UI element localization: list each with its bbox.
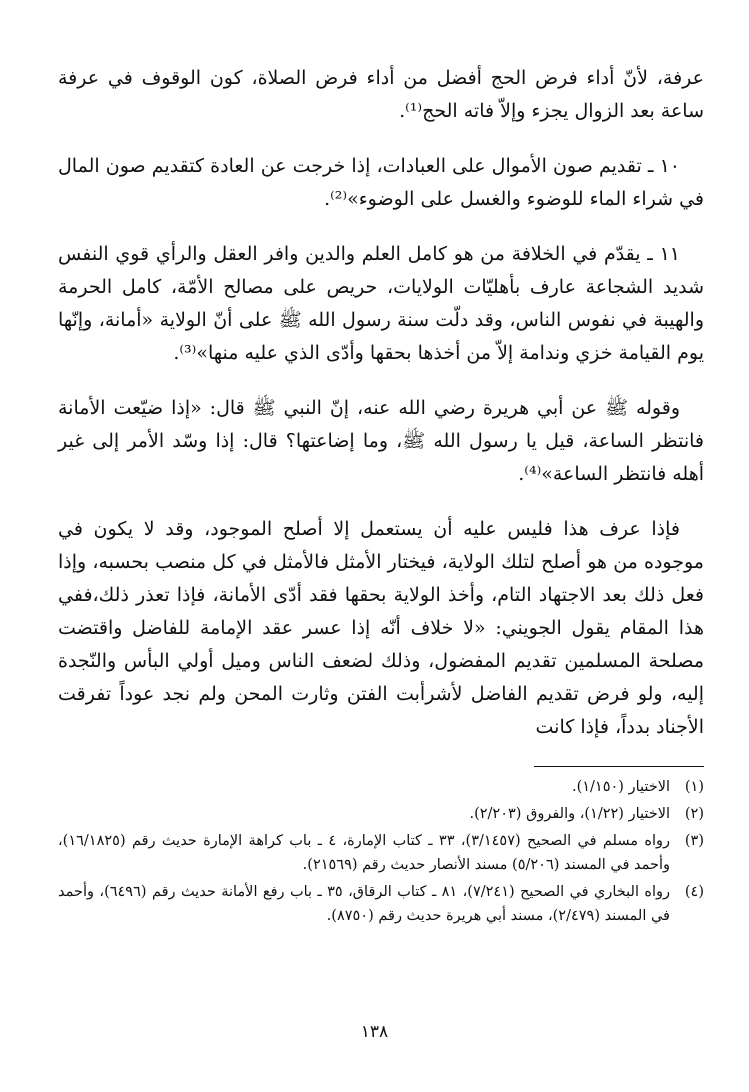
page-number: ١٣٨ (360, 1022, 389, 1042)
paragraph-4: وقوله ﷺ عن أبي هريرة رضي الله عنه، إنّ النبي ﷺ قال: «إذا ضيّعت الأمانة فانتظر الساعة، قيل يا رسول الله ﷺ، وما إضاعتها؟ قال: إذا وسّد الأمر إلى غير أهله فانتظر الساعة»⁽⁴⁾. (58, 397, 704, 485)
footnote-number: (٣) (684, 833, 704, 849)
footnote-2 (58, 802, 704, 826)
footnote-1 (58, 775, 704, 799)
page-body (58, 62, 704, 931)
footnote-number: (٤) (684, 884, 704, 900)
footnote-text: رواه البخاري في الصحيح (٧/٢٤١)، ٨١ ـ كتاب الرقاق، ٣٥ ـ باب رفع الأمانة حديث رقم (٦٤٩٦)، وأحمد في المسند (٢/٤٧٩)، مسند أبي هريرة حديث رقم (٨٧٥٠). (58, 884, 671, 924)
footnote-3 (58, 829, 704, 877)
paragraph-5: فإذا عرف هذا فليس عليه أن يستعمل إلا أصلح الموجود، وقد لا يكون في موجوده من هو أصلح لتلك الولاية، فيختار الأمثل فالأمثل في كل منصب بحسبه، وإذا فعل ذلك بعد الاجتهاد التام، وأخذ الولاية بحقها فقد أدّى الأمانة، فإذا تعذر ذلك،ففي هذا المقام يقول الجويني: «لا خلاف أنّه إذا عسر عقد الإمامة للفاضل واقتضت مصلحة المسلمين تقديم المفضول، وذلك لضعف الناس وميل أولي البأس والنّجدة إليه، ولو فرض تقديم الفاضل لأشرأبت الفتن وثارت المحن ولم نجد عوداً تفرقت الأجناد بدداً، فإذا كانت (58, 518, 704, 738)
paragraph-2: ١٠ ـ تقديم صون الأموال على العبادات، إذا خرجت عن العادة كتقديم صون المال في شراء الماء للوضوء والغسل على الوضوء»⁽²⁾. (58, 155, 704, 210)
paragraph-3: ١١ ـ يقدّم في الخلافة من هو كامل العلم والدين وافر العقل والرأي قوي النفس شديد الشجاعة عارف بأهليّات الولايات، حريص على مصالح الأمّة، كامل الحرمة والهيبة في نفوس الناس، وقد دلّت سنة رسول الله ﷺ على أنّ الولاية «أمانة، وإنّها يوم القيامة خزي وندامة إلاّ من أخذها بحقها وأدّى الذي عليه منها»⁽³⁾. (58, 243, 704, 364)
paragraph-1: عرفة، لأنّ أداء فرض الحج أفضل من أداء فرض الصلاة، كون الوقوف في عرفة ساعة بعد الزوال يجزء وإلاّ فاته الحج⁽¹⁾. (58, 67, 704, 122)
footnote-text: رواه مسلم في الصحيح (٣/١٤٥٧)، ٣٣ ـ كتاب الإمارة، ٤ ـ باب كراهة الإمارة حديث رقم (١٦/١٨٢٥)، وأحمد في المسند (٥/٢٠٦) مسند الأنصار حديث رقم (٢١٥٦٩). (58, 833, 671, 873)
footnote-number: (٢) (684, 806, 704, 822)
footnote-text: الاختيار (١/٢٢)، والفروق (٢/٢٠٣). (469, 806, 670, 822)
footnote-divider (534, 766, 704, 767)
footnote-text: الاختيار (١/١٥٠). (571, 779, 670, 795)
footnote-number: (١) (684, 779, 704, 795)
footnote-4 (58, 880, 704, 928)
